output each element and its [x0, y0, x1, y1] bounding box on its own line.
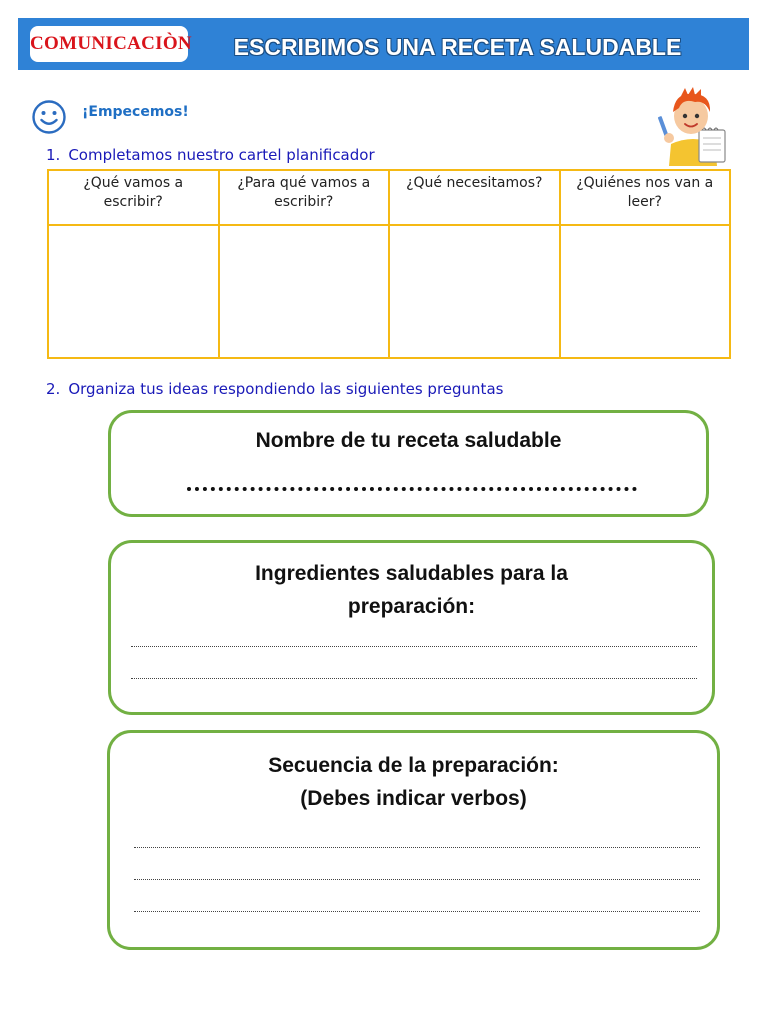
- planner-header-readers: ¿Quiénes nos van a leer?: [560, 170, 731, 225]
- boy-writing-illustration: [655, 86, 731, 166]
- sequence-title-line-1: Secuencia de la preparación:: [268, 754, 559, 777]
- recipe-name-box: [108, 410, 709, 517]
- planner-header-why: ¿Para qué vamos a escribir?: [219, 170, 390, 225]
- planner-header-need: ¿Qué necesitamos?: [389, 170, 560, 225]
- page-title: ESCRIBIMOS UNA RECETA SALUDABLE: [233, 34, 682, 60]
- planner-answer-what[interactable]: [48, 225, 219, 358]
- ingredients-answer-line[interactable]: [131, 677, 697, 679]
- sequence-answer-line[interactable]: [134, 846, 700, 848]
- planner-header-row: [48, 170, 730, 225]
- subject-badge: COMUNICACIÒN: [30, 26, 188, 62]
- planner-answer-why[interactable]: [219, 225, 390, 358]
- sequence-title: [110, 749, 717, 815]
- planner-header-what: ¿Qué vamos a escribir?: [48, 170, 219, 225]
- smiley-face-icon: [31, 99, 67, 135]
- step-2-number: 2.: [46, 380, 61, 398]
- ingredients-title-line-1: Ingredientes saludables para la: [255, 562, 568, 585]
- step-1-instruction: [46, 146, 375, 164]
- recipe-name-title: Nombre de tu receta saludable: [255, 429, 562, 452]
- ingredients-box: [108, 540, 715, 715]
- planner-answer-need[interactable]: [389, 225, 560, 358]
- planner-table: [47, 169, 731, 359]
- sequence-answer-line[interactable]: [134, 910, 700, 912]
- planner-answer-readers[interactable]: [560, 225, 731, 358]
- ingredients-title: [111, 557, 712, 623]
- step-1-text: Completamos nuestro cartel planificador: [68, 146, 375, 164]
- planner-answer-row: [48, 225, 730, 358]
- step-2-instruction: [46, 380, 503, 398]
- ingredients-answer-line[interactable]: [131, 645, 697, 647]
- sequence-box: [107, 730, 720, 950]
- sequence-title-line-2: (Debes indicar verbos): [300, 787, 527, 810]
- step-1-number: 1.: [46, 146, 61, 164]
- sequence-answer-line[interactable]: [134, 878, 700, 880]
- step-2-text: Organiza tus ideas respondiendo las siguientes preguntas: [68, 380, 504, 398]
- ingredients-title-line-2: preparación:: [347, 595, 476, 618]
- recipe-name-answer-line[interactable]: [187, 471, 637, 491]
- intro-label: ¡Empecemos!: [82, 104, 189, 120]
